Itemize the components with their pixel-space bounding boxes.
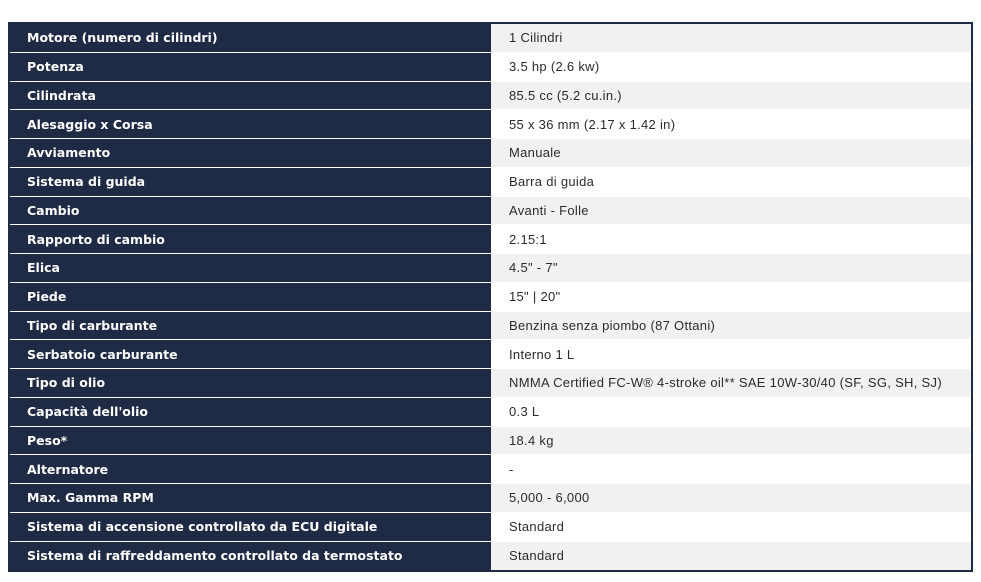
spec-label: Cilindrata	[10, 82, 490, 110]
spec-table	[8, 22, 973, 572]
spec-value: Barra di guida	[490, 168, 971, 196]
spec-row	[10, 110, 971, 139]
spec-label: Motore (numero di cilindri)	[10, 24, 490, 52]
spec-value: 5,000 - 6,000	[490, 484, 971, 512]
spec-row	[10, 197, 971, 226]
spec-label: Potenza	[10, 53, 490, 81]
spec-label: Capacità dell'olio	[10, 398, 490, 426]
spec-value: Avanti - Folle	[490, 197, 971, 225]
spec-label: Tipo di carburante	[10, 312, 490, 340]
spec-row	[10, 24, 971, 53]
spec-value: 3.5 hp (2.6 kw)	[490, 53, 971, 81]
spec-row	[10, 168, 971, 197]
spec-value: Interno 1 L	[490, 340, 971, 368]
spec-value: Benzina senza piombo (87 Ottani)	[490, 312, 971, 340]
spec-label: Tipo di olio	[10, 369, 490, 397]
spec-value: -	[490, 455, 971, 483]
spec-value: NMMA Certified FC-W® 4-stroke oil** SAE 10W-30/40 (SF, SG, SH, SJ)	[490, 369, 971, 397]
spec-row	[10, 542, 971, 571]
spec-label: Max. Gamma RPM	[10, 484, 490, 512]
spec-label: Elica	[10, 254, 490, 282]
spec-label: Rapporto di cambio	[10, 225, 490, 253]
spec-label: Cambio	[10, 197, 490, 225]
spec-row	[10, 340, 971, 369]
spec-value: 55 x 36 mm (2.17 x 1.42 in)	[490, 110, 971, 138]
spec-label: Sistema di raffreddamento controllato da termostato	[10, 542, 490, 571]
spec-label: Serbatoio carburante	[10, 340, 490, 368]
spec-row	[10, 82, 971, 111]
spec-row	[10, 427, 971, 456]
spec-row	[10, 283, 971, 312]
spec-row	[10, 455, 971, 484]
spec-value: 18.4 kg	[490, 427, 971, 455]
spec-value: Standard	[490, 513, 971, 541]
spec-label: Alesaggio x Corsa	[10, 110, 490, 138]
spec-value: Manuale	[490, 139, 971, 167]
spec-row	[10, 139, 971, 168]
spec-label: Peso*	[10, 427, 490, 455]
spec-label: Sistema di accensione controllato da ECU digitale	[10, 513, 490, 541]
spec-row	[10, 312, 971, 341]
spec-label: Alternatore	[10, 455, 490, 483]
spec-label: Piede	[10, 283, 490, 311]
spec-value: 0.3 L	[490, 398, 971, 426]
spec-label: Sistema di guida	[10, 168, 490, 196]
spec-row	[10, 225, 971, 254]
spec-value: 2.15:1	[490, 225, 971, 253]
spec-row	[10, 53, 971, 82]
spec-row	[10, 369, 971, 398]
spec-row	[10, 254, 971, 283]
spec-value: 4.5" - 7"	[490, 254, 971, 282]
spec-value: 15" | 20"	[490, 283, 971, 311]
spec-value: Standard	[490, 542, 971, 571]
spec-row	[10, 484, 971, 513]
spec-label: Avviamento	[10, 139, 490, 167]
spec-value: 1 Cilindri	[490, 24, 971, 52]
spec-row	[10, 398, 971, 427]
spec-value: 85.5 cc (5.2 cu.in.)	[490, 82, 971, 110]
spec-row	[10, 513, 971, 542]
